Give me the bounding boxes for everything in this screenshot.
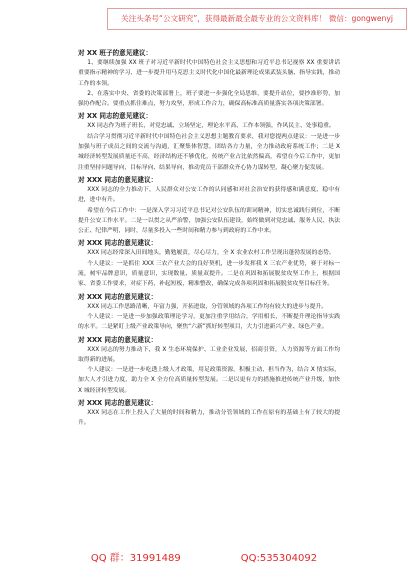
qq-number: QQ:535304092 (240, 553, 318, 564)
section-heading: 对 XXX 同志的意见建议： (78, 399, 158, 408)
paragraph: XXX 同志工作思路清晰，年富力强，开拓进取，分管领域的各项工作均有较大的进步与提升。 (87, 303, 328, 310)
header-banner: 关注头条号“公文研究”，获得最新最全最专业的公文资料库！ 微信：gongwenyj (107, 8, 407, 30)
section-heading: 对 XXX 同志的意见建议： (78, 335, 158, 344)
paragraph: XXX 同志的全力推动下，人民群众对公安工作的认同感和对社会治安的获得感和满意度，稳中有进，进中有升。 (78, 186, 340, 204)
paragraph: XXX 同志经常深入田间地头，勤勉履责，尽心尽力，全 X 农业农村工作呈现出蓬勃发展的态势。 (87, 250, 335, 257)
section-heading: 对 XXX 同志的意见建议： (78, 292, 158, 301)
section-heading: 对 XX 班子的意见建议： (78, 49, 153, 57)
paragraph: 个人建议：一是进一步加强政策理论学习，更加注重学用结合，学用相长，不断提升理论指导实践的水平。二是紧盯上级产业政策导向，聚焦“六新”抓好转型项目，大力引进新兴产业、绿色产业。 (78, 313, 340, 331)
section-heading: 对 XXX 同志的意见建议： (78, 175, 158, 184)
paragraph: XXX 同志的努力推动下，我 X 生态环境保护、工业企业发展，招商引资，人力资源等方面工作均取得新的进展。 (78, 346, 340, 363)
section-heading: 对 XX 同志的意见建议： (78, 112, 153, 121)
paragraph: 2、在落实中央、省委的决策部署上，班子要进一步强化全局思维，要提升站位，要抄准形势，加强协作配合。要重点抓住难点，努力攻坚，形成工作合力，确保高标准高质量落实各项决策部署。 (78, 90, 340, 108)
paragraph: XX 同志作为班子班长，对党忠诚、立场坚定，理论水平高、工作本领强，作风民主、处事稳重。 (87, 123, 335, 130)
footer-contact (0, 552, 408, 566)
section-heading: 对 XXX 同志的意见建议： (78, 239, 158, 248)
paragraph: XXX 同志在工作上投入了大量的时间和精力，推动分管领域的工作在原有的基础上有了较大的提升。 (78, 410, 340, 427)
paragraph: 个人建议：一是抓住 XXX 三农产业大会的良好契机，进一步发挥我 X 三农产业优势，赛于对标一流，树牢品牌意识，质量意识，实现数量、质量双提升。二是在巩固和拓展脱贫攻坚工作上，根据国家、省委工作要求，对症下药，补起短板，精准整改，确保完成各项巩固和拓展脱贫攻坚目标任务。 (78, 260, 340, 288)
paragraph: 个人建议：一是进一步吃透上级人才政策，用足政策资源，积极主动、担当作为，结合 X 情实际，加大人才引进力度，助力全 X 全方位高质量转型发展。二是以更有力的措施推进传统产业升级，加快 X 城经济转型发展。 (78, 367, 340, 394)
paragraph: 希望在今后工作中：一是深入学习习近平总书记对公安队伍的训词精神，切实忠诚践行到位，不断提升公安工作水平。二是一以贯之从严治警，加强公安队伍建设，始终做到对党忠诚、服务人民、执法公正、纪律严明，同时，尽量多投入一些时间和精力参与到政府的工作中来。 (78, 207, 340, 235)
paragraph: 1、要继续加强 XX 班子对习近平新时代中国特色社会主义思想和习近平总书记视察 XX 重要讲话重要指示精神的学习，进一步提升用马克思主义时代化中国化最新理论成果武装头脑、指导实践，推动工作的本领。 (78, 60, 340, 87)
paragraph: 结合学习贯彻习近平新时代中国特色社会主义思想主题教育要求，我对您提两点建议：一是进一步加强与班子成员之间的交流与沟通，汇聚集体智慧，团结各方力量，全力推动政府系统工作；二是 X 城经济转型发展质量还不高，经济结构还不够优化，传统产业占比依然偏高，希望在今后工作中，更加注重坚持问题导向，目标导向、结果导向，推动党员干部群众齐心协力谋转型，凝心聚力促发展。 (78, 133, 340, 171)
qq-group-number: QQ 群：31991489 (90, 553, 181, 564)
document-body (78, 46, 340, 429)
